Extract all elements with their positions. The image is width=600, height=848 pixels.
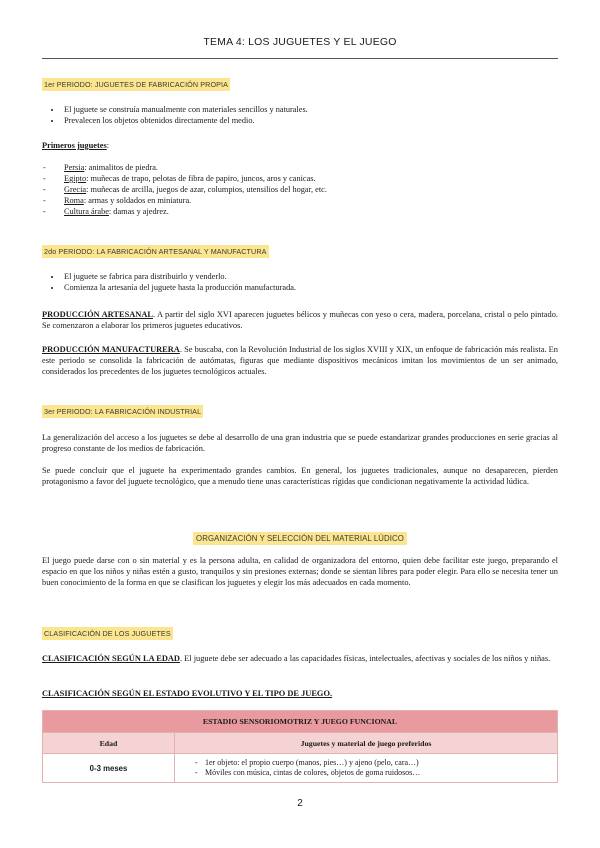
list-item: - Móviles con música, cintas de colores, objetos de goma ruidosos… [205,768,557,778]
toy-text: : animalitos de piedra. [84,163,159,172]
period3-heading-block [42,405,558,418]
toy-text: : damas y ajedrez. [108,207,169,216]
produccion-artesanal-label: PRODUCCIÓN ARTESANAL [42,310,153,319]
period3-heading: 3er PERIODO: LA FABRICACIÓN INDUSTRIAL [44,407,202,416]
list-item [42,206,558,217]
first-toys-title-block [42,140,558,151]
period2-heading: 2do PERIODO: LA FABRICACIÓN ARTESANAL Y MANUFACTURA [44,247,267,256]
period3-paragraph-2: Se puede concluir que el juguete ha experimentado grandes cambios. En general, los juguetes tradicionales, aunque no desaparecen, pierden protagonismo a favor del juguete tecnológico, que a menudo tiene unas características rígidas que condicionan negativamente la actividad lúdica. [42,466,558,486]
first-toys-list [42,162,558,217]
produccion-artesanal-paragraph [42,309,558,331]
toy-place: Cultura árabe [64,207,109,216]
list-item: • Comienza la artesanía del juguete hasta la producción manufacturada. [62,282,558,293]
row-toys [175,754,558,783]
clasificacion-edad-label: CLASIFICACIÓN SEGÚN LA EDAD [42,654,180,663]
toy-place: Grecia [64,185,87,194]
colon: : [106,141,110,150]
period3-paragraph-1: La generalización del acceso a los juguetes se debe al desarrollo de una gran industria que se puede estandarizar grandes producciones en serie gracias al progreso constante de los medios de fabricación. [42,433,558,453]
period2-bullets [42,271,558,293]
clasificacion-heading: CLASIFICACIÓN DE LOS JUGUETES [44,629,171,638]
toy-text: : muñecas de trapo, pelotas de fibra de papiro, juncos, aros y canicas. [86,174,316,183]
page-title: TEMA 4: LOS JUGUETES Y EL JUEGO [203,36,397,48]
list-item: • El juguete se fabrica para distribuirlo y venderlo. [62,271,558,282]
toy-text: : muñecas de arcilla, juegos de azar, columpios, utensilios del hogar, etc. [86,185,327,194]
toy-text: : armas y soldados en miniatura. [83,196,192,205]
column-header-toys: Juguetes y material de juego preferidos [175,733,558,754]
organizacion-paragraph: El juego puede darse con o sin material y es la persona adulta, en calidad de organizadora del entorno, quien debe facilitar este juego, preparando el espacio en que los niños y niñas estén a gusto, tranquilos y sin presiones externas; donde se sientan libres para poder elegir. Para ello se necesita tener un buen conocimiento de la forma en que se clasifican los juguetes y elegir los más adecuados en cada momento. [42,556,558,587]
list-item [42,184,558,195]
period1-heading-block [42,78,558,91]
sensoriomotriz-table-wrapper [42,710,558,783]
produccion-artesanal-text: . A partir del siglo XVI aparecen juguetes bélicos y muñecas con yeso o cera, madera, porcelana, cristal o pelo pintado. Se comenzaron a elaborar los primeros juguetes educativos. [42,310,558,330]
list-item: - 1er objeto: el propio cuerpo (manos, pies…) y ajeno (pelo, cara…) [205,758,557,768]
clasificacion-edad-text: . El juguete debe ser adecuado a las capacidades físicas, intelectuales, afectivas y sociales de los niños y niñas. [179,654,551,663]
clasificacion-estado-block [42,688,558,699]
produccion-manufacturera-paragraph [42,344,558,377]
list-item [42,162,558,173]
table-row [43,754,558,783]
organizacion-heading: ORGANIZACIÓN Y SELECCIÓN DEL MATERIAL LÚDICO [193,532,407,545]
column-header-age: Edad [43,733,175,754]
period2-heading-block [42,245,558,258]
clasificacion-edad-paragraph [42,653,558,664]
header-divider [42,58,558,59]
page-number: 2 [297,798,303,809]
list-item: • Prevalecen los objetos obtenidos directamente del medio. [62,115,558,126]
produccion-manufacturera-text: . Se buscaba, con la Revolución Industrial de los siglos XVIII y XIX, un enfoque de fabricación más realista. En este periodo se consolida la fabricación de autómatas, figuras que mediante dispositivos mecánicos imitan los movimientos de un ser animado, considerados los precedentes de los juguetes tecnológicos actuales. [42,345,558,376]
period1-bullets [42,104,558,126]
list-item: • El juguete se construía manualmente con materiales sencillos y naturales. [62,104,558,115]
list-item [42,173,558,184]
toy-place: Egipto [64,174,87,183]
table-title: ESTADIO SENSORIOMOTRIZ Y JUEGO FUNCIONAL [43,711,558,733]
toy-place: Persia [64,163,85,172]
toy-place: Roma [64,196,84,205]
period1-heading: 1er PERIODO: JUGUETES DE FABRICACIÓN PROPIA [44,80,229,89]
clasificacion-estado-label: CLASIFICACIÓN SEGÚN EL ESTADO EVOLUTIVO Y EL TIPO DE JUEGO. [42,689,333,698]
list-item [42,195,558,206]
first-toys-title: Primeros juguetes [42,141,107,150]
row-age: 0-3 meses [43,754,175,783]
sensoriomotriz-table [42,710,558,783]
clasificacion-heading-block [42,627,558,640]
produccion-manufacturera-label: PRODUCCIÓN MANUFACTURERA [42,345,180,354]
organizacion-heading-block [0,528,600,546]
